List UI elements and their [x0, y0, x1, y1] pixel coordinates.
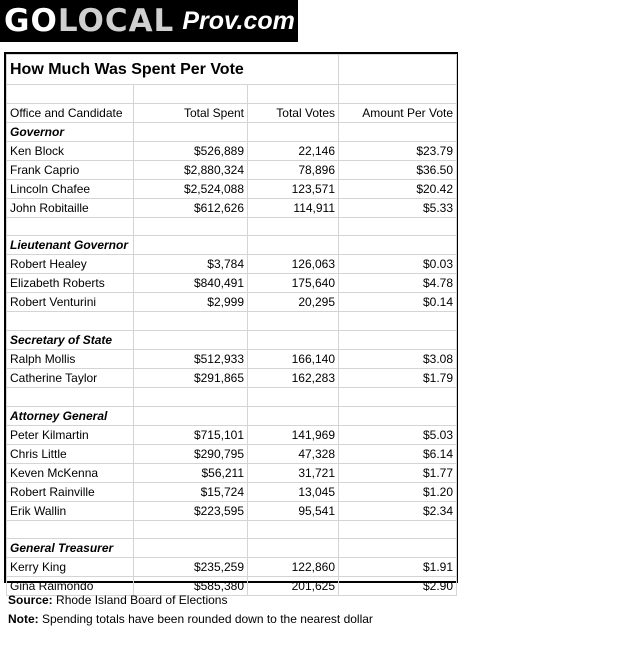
amount-per-vote: $20.42: [339, 179, 457, 198]
total-spent: $715,101: [134, 425, 248, 444]
empty-cell: [134, 406, 248, 425]
empty-cell: [134, 236, 248, 255]
spending-per-vote-table: [6, 54, 457, 596]
candidate-row: [7, 350, 457, 369]
total-spent: $235,259: [134, 558, 248, 577]
total-votes: 126,063: [248, 255, 339, 274]
total-spent: $2,880,324: [134, 160, 248, 179]
total-votes: 122,860: [248, 558, 339, 577]
candidate-name: John Robitaille: [7, 198, 134, 217]
empty-cell: [248, 388, 339, 407]
total-spent: $290,795: [134, 444, 248, 463]
empty-cell: [248, 331, 339, 350]
office-header-row: [7, 331, 457, 350]
amount-per-vote: $5.33: [339, 198, 457, 217]
candidate-name: Kerry King: [7, 558, 134, 577]
empty-cell: [134, 312, 248, 331]
table-title: How Much Was Spent Per Vote: [7, 55, 339, 85]
total-votes: 162,283: [248, 369, 339, 388]
empty-cell: [339, 312, 457, 331]
empty-cell: [339, 236, 457, 255]
candidate-name: Ken Block: [7, 141, 134, 160]
logo-wordmark: GOLOCAL: [4, 3, 175, 39]
office-name: Governor: [7, 122, 134, 141]
total-spent: $612,626: [134, 198, 248, 217]
candidate-row: [7, 482, 457, 501]
candidate-row: [7, 141, 457, 160]
amount-per-vote: $4.78: [339, 274, 457, 293]
empty-cell: [248, 406, 339, 425]
empty-cell: [134, 217, 248, 236]
empty-cell: [134, 331, 248, 350]
empty-cell: [248, 236, 339, 255]
empty-cell: [339, 331, 457, 350]
candidate-row: [7, 198, 457, 217]
office-name: Lieutenant Governor: [7, 236, 134, 255]
total-spent: $223,595: [134, 501, 248, 520]
candidate-name: Robert Venturini: [7, 293, 134, 312]
amount-per-vote: $0.14: [339, 293, 457, 312]
total-spent: $56,211: [134, 463, 248, 482]
total-spent: $585,380: [134, 577, 248, 596]
office-header-row: [7, 122, 457, 141]
empty-cell: [339, 388, 457, 407]
blank-row: [7, 388, 457, 407]
candidate-name: Frank Caprio: [7, 160, 134, 179]
empty-cell: [7, 388, 134, 407]
amount-per-vote: $23.79: [339, 141, 457, 160]
empty-cell: [339, 217, 457, 236]
total-spent: $512,933: [134, 350, 248, 369]
blank-row: [7, 217, 457, 236]
golocalprov-logo: [0, 0, 298, 42]
candidate-row: [7, 160, 457, 179]
empty-cell: [339, 122, 457, 141]
total-spent: $526,889: [134, 141, 248, 160]
candidate-name: Robert Rainville: [7, 482, 134, 501]
empty-cell: [248, 122, 339, 141]
footnotes: [8, 591, 373, 629]
candidate-name: Catherine Taylor: [7, 369, 134, 388]
column-header: Total Spent: [134, 103, 248, 122]
office-header-row: [7, 539, 457, 558]
office-name: Secretary of State: [7, 331, 134, 350]
empty-cell: [339, 539, 457, 558]
column-header: Total Votes: [248, 103, 339, 122]
empty-cell: [7, 217, 134, 236]
candidate-row: [7, 293, 457, 312]
total-votes: 95,541: [248, 501, 339, 520]
candidate-row: [7, 501, 457, 520]
logo-domain: Prov.com: [182, 7, 295, 35]
spending-table-frame: [4, 52, 458, 594]
total-spent: $291,865: [134, 369, 248, 388]
empty-cell: [248, 312, 339, 331]
empty-cell: [134, 388, 248, 407]
column-header: Amount Per Vote: [339, 103, 457, 122]
candidate-name: Ralph Mollis: [7, 350, 134, 369]
total-spent: $2,999: [134, 293, 248, 312]
amount-per-vote: $6.14: [339, 444, 457, 463]
total-votes: 166,140: [248, 350, 339, 369]
amount-per-vote: $1.79: [339, 369, 457, 388]
empty-cell: [248, 539, 339, 558]
office-name: General Treasurer: [7, 539, 134, 558]
candidate-row: [7, 255, 457, 274]
empty-cell: [248, 85, 339, 104]
candidate-name: Chris Little: [7, 444, 134, 463]
total-votes: 20,295: [248, 293, 339, 312]
empty-cell: [248, 217, 339, 236]
blank-row: [7, 520, 457, 539]
empty-cell: [7, 85, 134, 104]
candidate-row: [7, 425, 457, 444]
candidate-name: Erik Wallin: [7, 501, 134, 520]
amount-per-vote: $0.03: [339, 255, 457, 274]
blank-row: [7, 312, 457, 331]
amount-per-vote: $1.20: [339, 482, 457, 501]
empty-cell: [339, 55, 457, 85]
candidate-name: Lincoln Chafee: [7, 179, 134, 198]
total-votes: 31,721: [248, 463, 339, 482]
candidate-row: [7, 444, 457, 463]
amount-per-vote: $3.08: [339, 350, 457, 369]
amount-per-vote: $1.77: [339, 463, 457, 482]
empty-cell: [134, 85, 248, 104]
amount-per-vote: $2.90: [339, 577, 457, 596]
empty-cell: [134, 539, 248, 558]
column-header: Office and Candidate: [7, 103, 134, 122]
total-spent: $840,491: [134, 274, 248, 293]
total-votes: 78,896: [248, 160, 339, 179]
office-header-row: [7, 236, 457, 255]
total-votes: 123,571: [248, 179, 339, 198]
empty-cell: [339, 520, 457, 539]
candidate-row: [7, 463, 457, 482]
empty-cell: [248, 520, 339, 539]
candidate-row: [7, 558, 457, 577]
table-header-row: [7, 103, 457, 122]
source-note: Source: Rhode Island Board of Elections: [8, 593, 228, 607]
amount-per-vote: $36.50: [339, 160, 457, 179]
total-votes: 114,911: [248, 198, 339, 217]
candidate-row: [7, 274, 457, 293]
total-votes: 201,625: [248, 577, 339, 596]
office-name: Attorney General: [7, 406, 134, 425]
candidate-name: Elizabeth Roberts: [7, 274, 134, 293]
empty-cell: [339, 85, 457, 104]
candidate-row: [7, 179, 457, 198]
rounding-note: Note: Spending totals have been rounded down to the nearest dollar: [8, 612, 373, 626]
candidate-row: [7, 369, 457, 388]
empty-cell: [7, 312, 134, 331]
total-votes: 13,045: [248, 482, 339, 501]
empty-cell: [134, 122, 248, 141]
amount-per-vote: $1.91: [339, 558, 457, 577]
empty-cell: [134, 520, 248, 539]
total-spent: $15,724: [134, 482, 248, 501]
amount-per-vote: $2.34: [339, 501, 457, 520]
empty-cell: [7, 520, 134, 539]
empty-cell: [339, 406, 457, 425]
candidate-name: Peter Kilmartin: [7, 425, 134, 444]
total-spent: $3,784: [134, 255, 248, 274]
total-votes: 175,640: [248, 274, 339, 293]
candidate-name: Gina Raimondo: [7, 577, 134, 596]
candidate-name: Keven McKenna: [7, 463, 134, 482]
table-title-row: [7, 55, 457, 85]
total-votes: 141,969: [248, 425, 339, 444]
blank-row: [7, 85, 457, 104]
total-votes: 22,146: [248, 141, 339, 160]
candidate-name: Robert Healey: [7, 255, 134, 274]
total-spent: $2,524,088: [134, 179, 248, 198]
office-header-row: [7, 406, 457, 425]
total-votes: 47,328: [248, 444, 339, 463]
amount-per-vote: $5.03: [339, 425, 457, 444]
